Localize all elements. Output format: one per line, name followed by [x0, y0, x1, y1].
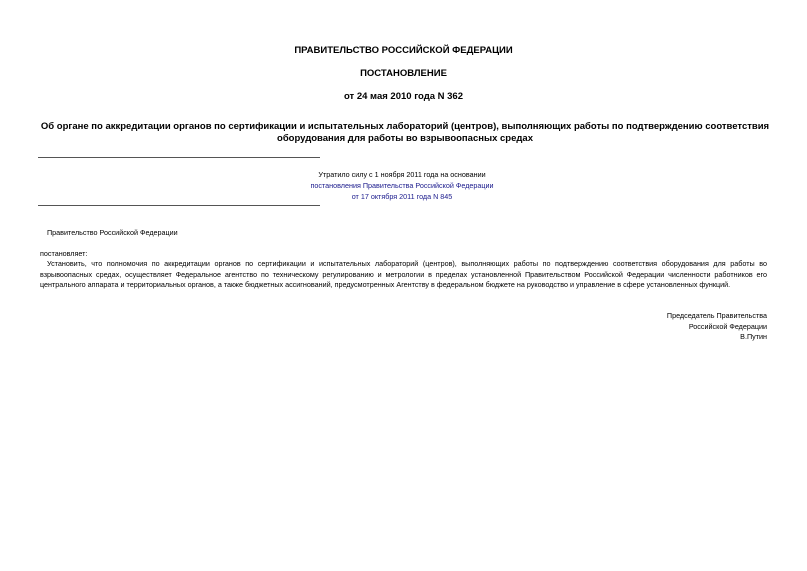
government-heading: ПРАВИТЕЛЬСТВО РОССИЙСКОЙ ФЕДЕРАЦИИ — [294, 45, 513, 56]
document-title-line-1: Об органе по аккредитации органов по сертификации и испытательных лабораторий (центров), выполняющих работы по подтверждению соответствия — [40, 121, 770, 132]
revocation-note — [200, 169, 604, 202]
document-type-heading: ПОСТАНОВЛЕНИЕ — [360, 68, 447, 79]
bottom-divider — [38, 205, 320, 206]
issuer-text: Правительство Российской Федерации — [47, 228, 178, 237]
top-divider — [38, 157, 320, 158]
decree-paragraph: Установить, что полномочия по аккредитации органов по сертификации и испытательных лабораторий (центров), выполняющих работы по подтверждению соответствия оборудования для работы во взрывоопасных средах, осуществляет Федеральное агентство по техническому регулированию и метрологии в пределах установленной Правительством Российской Федерации численности работников его центрального аппарата и территориальных органов, а также бюджетных ассигнований, предусмотренных Агентству в федеральном бюджете на руководство и управление в сфере установленных функций. — [40, 259, 767, 289]
signature-position: Председатель Правительства — [666, 311, 767, 320]
revocation-link-date[interactable]: от 17 октября 2011 года N 845 — [351, 192, 453, 201]
signature-name: В.Путин — [740, 332, 767, 341]
document-title-line-2: оборудования для работы во взрывоопасных средах — [277, 132, 533, 144]
revocation-link-decree[interactable]: постановления Правительства Российской Федерации — [310, 181, 494, 190]
signature-block — [667, 311, 767, 343]
decrees-text: постановляет: — [40, 249, 88, 258]
document-title — [40, 121, 770, 144]
document-date-number: от 24 мая 2010 года N 362 — [343, 91, 464, 102]
signature-organization: Российской Федерации — [688, 321, 767, 331]
revocation-text: Утратило силу с 1 ноября 2011 года на основании — [318, 170, 486, 179]
